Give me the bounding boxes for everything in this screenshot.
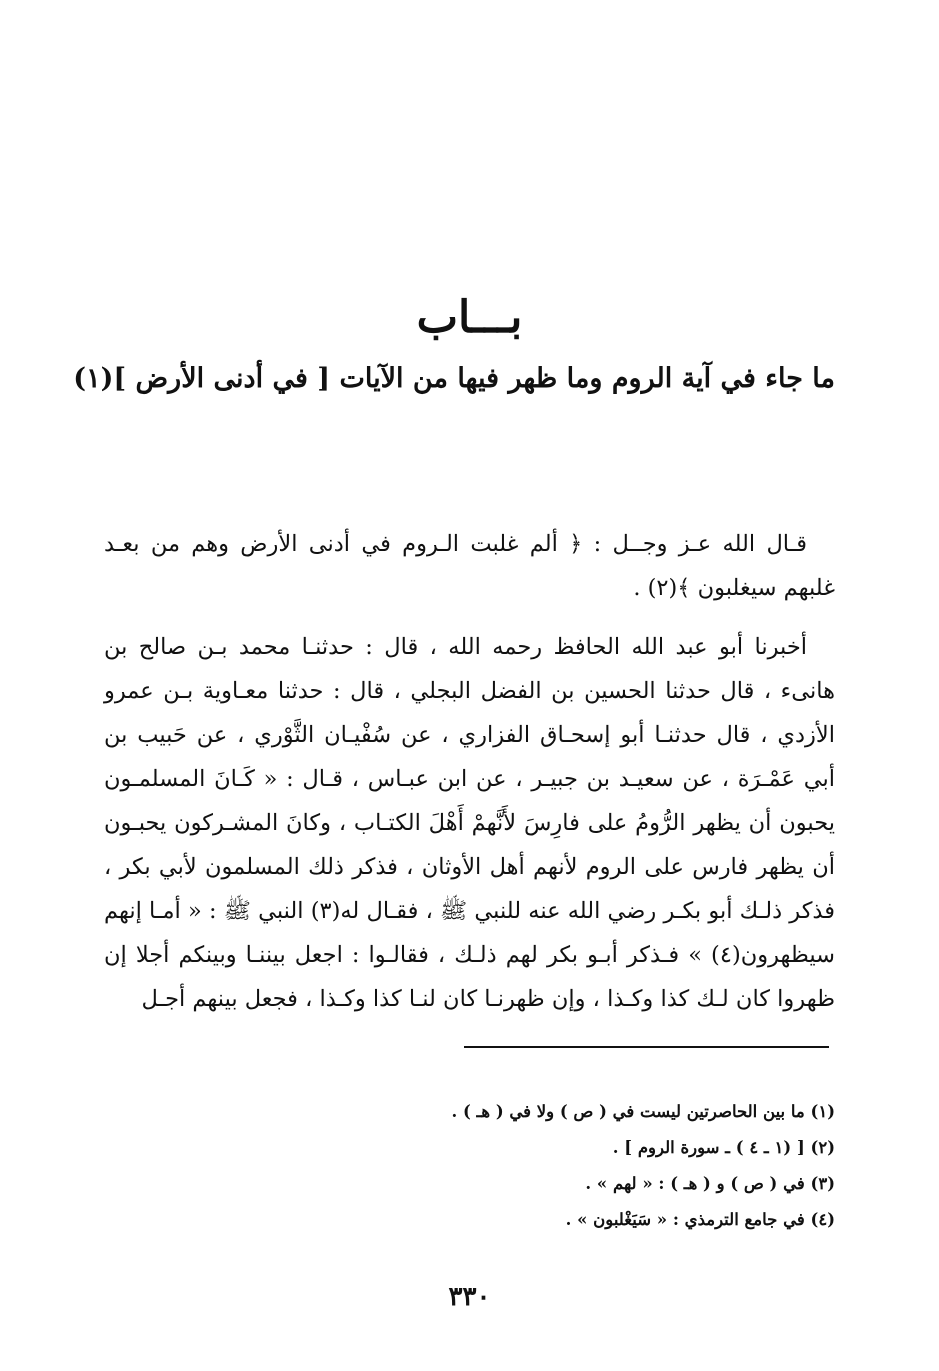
page-number: ٣٣٠ [448,1282,491,1312]
intro-paragraph-block [104,522,835,610]
chapter-title: بـــاب [416,292,523,343]
footnote-1: (١) ما بين الحاصرتين ليست في ( ص ) ولا في ( هـ ) . [451,1102,835,1121]
footnote-3: (٣) في ( ص ) و ( هـ ) : « لهم » . [585,1174,835,1193]
footnotes [104,1094,835,1238]
chapter-subtitle: ما جاء في آية الروم وما ظهر فيها من الآيات [ في أدنى الأرض ](١) [73,363,835,394]
footnote-divider [464,1046,829,1048]
footnote-2: (٢) [ (١ ـ ٤ ) ـ سورة الروم ] . [612,1138,835,1157]
hadith-narration-paragraph: أخبرنا أبو عبد الله الحافظ رحمه الله ، قال : حدثنـا محمد بـن صالح بن هانىء ، قال حدثنا الحسين بن الفضل البجلي ، قال : حدثنا معـاوية بـن عمرو الأزدي ، قال حدثنـا أبو إسحـاق الفزاري ، عن سُفْيـان الثَّوْري ، عن حَبيب بن أبي عَمْـرَة ، عن سعيـد بن جبيـر ، عن ابن عبـاس ، قـال : « كَـانَ المسلمـون يحبون أن يظهر الرُّومُ على فارِسَ لأَنَّهمْ أَهْلَ الكتـاب ، وكانَ المشـركون يحبـون أن يظهر فارس على الروم لأنهم أهل الأوثان ، فذكر ذلك المسلمون لأبي بكر ، فذكر ذلـك أبو بكـر رضي الله عنه للنبي ﷺ ، فقـال له(٣) النبي ﷺ : « أمـا إنهم سيظهرون(٤) » فـذكر أبـو بكر لهم ذلـك ، فقالـوا : اجعل بيننـا وبينكم أجلا إن ظهروا كان لـك كذا وكـذا ، وإن ظهرنـا كان لنـا كذا وكـذا ، فجعل بينهم أجـل [104,634,835,1012]
quran-verse-paragraph: قـال الله عـز وجــل : ﴿ ألم غلبت الـروم في أدنى الأرض وهم من بعـد غلبهم سيغلبون ﴾(٢) . [104,531,835,601]
footnote-4: (٤) في جامع الترمذي : « سَيَغْلبون » . [565,1210,835,1229]
narration-paragraph-block [104,625,835,1021]
